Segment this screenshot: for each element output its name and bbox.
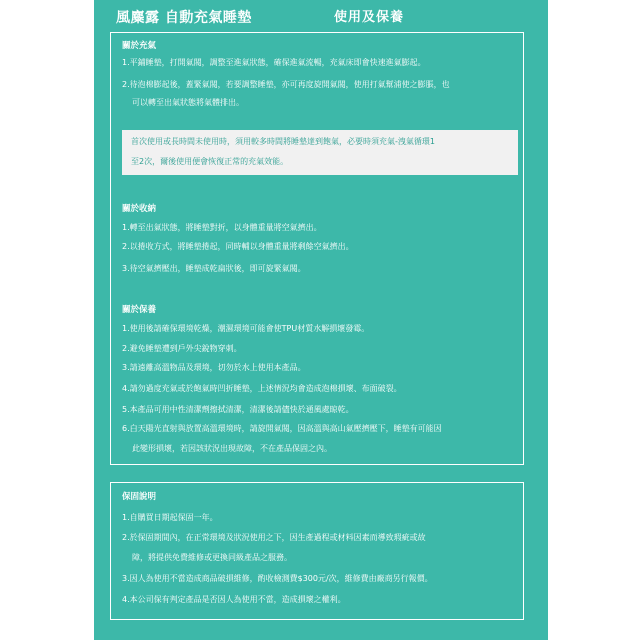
- note-line: 首次使用或長時間未使用時，須用較多時間將睡墊達到飽氣，必要時須充氣-洩氣循環1: [131, 137, 435, 146]
- storage-line: 1.轉至出氣狀態，將睡墊對折，以身體重量將空氣擠出。: [122, 223, 322, 232]
- page-header: [116, 6, 536, 30]
- storage-line: 2.以捲收方式，將睡墊捲起，同時輔以身體重量將剩餘空氣擠出。: [122, 242, 354, 251]
- warranty-section-title: 保固說明: [122, 492, 157, 502]
- warranty-line: 4.本公司保有判定產品是否因人為使用不當，造成損壞之權利。: [122, 595, 346, 604]
- page-subtitle: 使用及保養: [334, 10, 405, 25]
- care-line: 2.避免睡墊遭到戶外尖銳物穿刺。: [122, 344, 242, 353]
- warranty-line: 障，將提供免費維修或更換同級產品之服務。: [132, 553, 292, 562]
- warranty-line: 2.於保固期間內，在正常環境及狀況使用之下，因生產過程或材料因素而導致瑕疵或故: [122, 533, 426, 542]
- care-section-title: 關於保養: [122, 305, 157, 315]
- care-line: 4.請勿過度充氣或於飽氣時凹折睡墊，上述情況均會造成泡棉損壞、布面破裂。: [122, 384, 402, 393]
- care-line: 6.白天陽光直射與放置高溫環境時，請旋開氣閥，因高溫與高山氣壓擠壓下，睡墊有可能因: [122, 424, 442, 433]
- inflate-line: 2.待泡棉膨起後，蓋緊氣閥，若要調整睡墊，亦可再度旋開氣閥，使用打氣幫浦使之膨脹，也: [122, 80, 450, 89]
- care-line: 1.使用後請確保環境乾燥，潮濕環境可能會使TPU材質水解損壞發霉。: [122, 324, 370, 333]
- warranty-line: 3.因人為使用不當造成商品破損維修，酌收檢測費$300元/次，維修費由廠商另行報價。: [122, 574, 433, 583]
- care-line: 5.本產品可用中性清潔劑擦拭清潔，清潔後請儘快於通風處晾乾。: [122, 405, 354, 414]
- inflate-section-title: 關於充氣: [122, 41, 157, 51]
- inflate-note: [122, 130, 518, 175]
- warranty-box: [110, 482, 524, 620]
- note-line: 至2次，爾後使用便會恢復正常的充氣效能。: [131, 157, 289, 166]
- storage-section-title: 關於收納: [122, 204, 157, 214]
- care-line: 3.請遠離高溫物品及環境，切勿於水上使用本產品。: [122, 363, 306, 372]
- inflate-line: 1.平鋪睡墊，打開氣閥，調整至進氣狀態，確保進氣流暢，充氣床即會快速進氣膨起。: [122, 58, 426, 67]
- warranty-line: 1.自購買日期起保固一年。: [122, 513, 218, 522]
- usage-care-box: [110, 32, 524, 465]
- storage-line: 3.待空氣擠壓出，睡墊成乾扁狀後，即可旋緊氣閥。: [122, 264, 306, 273]
- product-title: 風麋露 自動充氣睡墊: [116, 10, 252, 26]
- inflate-line: 可以轉至出氣狀態將氣體排出。: [132, 98, 244, 107]
- care-line: 此變形損壞，若因該狀況出現故障，不在產品保固之內。: [132, 444, 332, 453]
